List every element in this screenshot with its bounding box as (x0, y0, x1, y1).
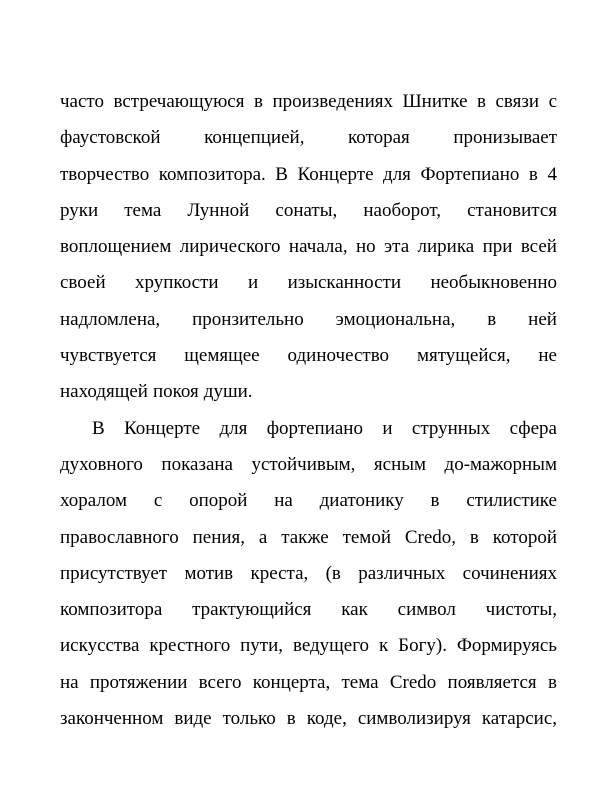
word: законченном (60, 708, 164, 730)
text-line (60, 701, 557, 737)
text-line (60, 193, 557, 229)
text-line (60, 265, 557, 301)
text-line (60, 592, 557, 628)
text-line (60, 447, 557, 483)
word: Фортепиано (420, 163, 520, 185)
word: чувствуется (60, 345, 157, 367)
word: в (547, 671, 557, 693)
word: с (153, 490, 163, 512)
word: мятущейся, (416, 345, 511, 367)
text-line (60, 157, 557, 193)
word: устойчивым, (251, 453, 356, 475)
word: щемящее (184, 345, 260, 367)
word: изысканности (287, 272, 402, 294)
word: композитора (60, 599, 163, 621)
word: темой (342, 526, 391, 548)
word: также (281, 526, 329, 548)
text-line (60, 120, 557, 156)
word: покоя (152, 381, 199, 403)
text-line (60, 84, 557, 120)
word: сочинениях (462, 562, 557, 584)
word: В (92, 417, 105, 439)
word: эта (384, 236, 410, 258)
word: часто (60, 91, 104, 112)
word: появляется (447, 671, 537, 693)
word: хоралом (60, 490, 128, 512)
word: концерта, (252, 671, 331, 693)
word: Credo, (404, 526, 457, 548)
word: крестного (149, 635, 231, 657)
word: ясным (373, 453, 427, 475)
word: протяжении (89, 671, 188, 693)
word: концепцией, (204, 127, 305, 149)
word: которая (348, 127, 410, 149)
word: но (355, 236, 376, 258)
word: всего (198, 671, 242, 693)
word: необыкновенно (430, 272, 557, 294)
word: для (383, 163, 411, 185)
text-line (60, 411, 557, 447)
word: пути, (240, 635, 284, 657)
word: до-мажорным (444, 453, 557, 475)
word: души. (203, 381, 253, 403)
word: в (469, 526, 479, 548)
word: стилистике (466, 490, 557, 512)
word: В (275, 163, 288, 185)
text-line (60, 665, 557, 701)
word: 4 (547, 163, 557, 185)
word: одиночество (287, 345, 390, 367)
word: символизируя (357, 708, 471, 730)
word: пения, (192, 526, 246, 548)
word: в (430, 490, 440, 512)
word: ней (528, 308, 557, 330)
word: в (253, 91, 263, 112)
word: Лунной (187, 199, 250, 221)
word: трактующийся (192, 599, 312, 621)
word: креста, (250, 562, 309, 584)
word: православного (60, 526, 179, 548)
word: которой (492, 526, 557, 548)
word: не (538, 345, 557, 367)
word: на (274, 490, 293, 512)
word: эмоциональна, (335, 308, 456, 330)
word: сфера (509, 417, 557, 439)
text-line (60, 338, 557, 374)
word: в (477, 91, 486, 112)
word: (в (325, 562, 341, 584)
word: всей (520, 236, 557, 258)
word: и (382, 417, 393, 439)
word: творчество (60, 163, 150, 185)
word: фаустовской (60, 127, 161, 149)
word: Формируясь (456, 635, 557, 657)
word: опорой (189, 490, 248, 512)
word: катарсис, (481, 708, 557, 730)
word: встречающуюся (113, 91, 245, 112)
word: пронизывает (453, 127, 557, 149)
word: пронзительно (192, 308, 304, 330)
word: своей (60, 272, 106, 294)
text-line (60, 520, 557, 556)
word: композитора. (158, 163, 266, 185)
word: диатонику (319, 490, 404, 512)
word: Концерте (297, 163, 374, 185)
word: Богу). (398, 635, 447, 657)
word: чистоты, (485, 599, 557, 621)
word: и (247, 272, 259, 294)
word: лирического (179, 236, 281, 258)
body-text (60, 84, 557, 737)
word: наоборот, (363, 199, 441, 221)
word: воплощением (60, 236, 172, 258)
word: связи (495, 91, 540, 112)
word: виде (174, 708, 212, 730)
word: сонаты, (275, 199, 338, 221)
word: в (528, 163, 538, 185)
text-line (60, 628, 557, 664)
word: произведениях (272, 91, 393, 112)
word: Credo (389, 671, 437, 693)
word: различных (358, 562, 446, 584)
word: символ (397, 599, 456, 621)
word: тема (341, 671, 379, 693)
word: при (482, 236, 513, 258)
word: надломлена, (60, 308, 161, 330)
word: струнных (411, 417, 491, 439)
word: мотив (184, 562, 234, 584)
word: духовного (60, 453, 143, 475)
word: Концерте (124, 417, 201, 439)
word: лирика (417, 236, 475, 258)
word: с (548, 91, 557, 112)
word: коде, (306, 708, 347, 730)
word: тема (124, 199, 162, 221)
word: присутствует (60, 562, 168, 584)
word: ведущего (292, 635, 370, 657)
word: находящей (60, 381, 148, 403)
word: Шнитке (402, 91, 468, 112)
word: становится (467, 199, 557, 221)
word: в (286, 708, 296, 730)
text-line (60, 229, 557, 265)
text-line (60, 374, 557, 410)
text-line (60, 302, 557, 338)
word: а (258, 526, 268, 548)
word: для (219, 417, 248, 439)
word: руки (60, 199, 99, 221)
word: искусства (60, 635, 140, 657)
text-line (60, 483, 557, 519)
word: в (487, 308, 497, 330)
word: к (379, 635, 389, 657)
word: как (341, 599, 368, 621)
text-line (60, 556, 557, 592)
word: хрупкости (135, 272, 219, 294)
word: только (222, 708, 276, 730)
word: фортепиано (266, 417, 363, 439)
word: показана (161, 453, 233, 475)
word: начала, (288, 236, 348, 258)
word: на (60, 671, 79, 693)
